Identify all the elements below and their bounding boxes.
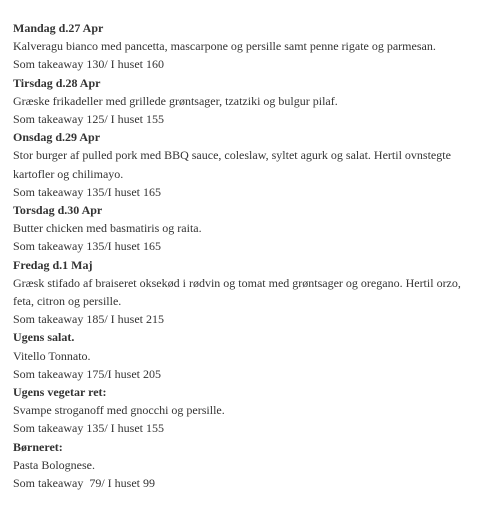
price-line: Som takeaway 125/ I huset 155 xyxy=(13,112,164,127)
price-line: Som takeaway 185/ I huset 215 xyxy=(13,312,164,327)
price-line: Som takeaway 130/ I huset 160 xyxy=(13,57,164,72)
dish-description-line: Stor burger af pulled pork med BBQ sauce, coleslaw, syltet agurk og salat. Hertil ovnstegte xyxy=(13,148,451,163)
section-heading: Ugens vegetar ret: xyxy=(13,385,107,400)
dish-description-line: Græsk stifado af braiseret oksekød i rødvin og tomat med grøntsager og oregano. Hertil orzo, xyxy=(13,275,461,290)
dish-description: Svampe stroganoff med gnocchi og persille. xyxy=(13,403,225,418)
menu-section-kids-dish xyxy=(13,438,473,493)
dish-description: Kalveragu bianco med pancetta, mascarpone og persille samt penne rigate og parmesan. xyxy=(13,39,436,54)
menu-section-wednesday xyxy=(13,128,473,201)
weekly-menu xyxy=(13,19,473,492)
menu-section-weekly-vegetarian xyxy=(13,383,473,438)
dish-description: Vitello Tonnato. xyxy=(13,348,91,363)
dish-description-line: kartofler og chilimayo. xyxy=(13,166,124,181)
day-heading: Tirsdag d.28 Apr xyxy=(13,75,101,90)
dish-description-line: feta, citron og persille. xyxy=(13,294,122,309)
price-line: Som takeaway 79/ I huset 99 xyxy=(13,476,155,491)
price-line: Som takeaway 135/I huset 165 xyxy=(13,239,161,254)
day-heading: Mandag d.27 Apr xyxy=(13,21,104,35)
dish-description: Græske frikadeller med grillede grøntsager, tzatziki og bulgur pilaf. xyxy=(13,93,338,108)
price-line: Som takeaway 135/I huset 165 xyxy=(13,184,161,199)
day-heading: Torsdag d.30 Apr xyxy=(13,203,103,218)
section-heading: Ugens salat. xyxy=(13,330,75,345)
section-heading: Børneret: xyxy=(13,439,63,454)
dish-description: Pasta Bolognese. xyxy=(13,457,95,472)
day-heading: Fredag d.1 Maj xyxy=(13,257,93,272)
menu-section-tuesday xyxy=(13,74,473,129)
price-line: Som takeaway 175/I huset 205 xyxy=(13,366,161,381)
menu-section-monday xyxy=(13,19,473,74)
price-line: Som takeaway 135/ I huset 155 xyxy=(13,421,164,436)
menu-section-thursday xyxy=(13,201,473,256)
menu-section-weekly-salad xyxy=(13,328,473,383)
day-heading: Onsdag d.29 Apr xyxy=(13,130,101,145)
dish-description: Butter chicken med basmatiris og raita. xyxy=(13,221,202,236)
menu-section-friday xyxy=(13,256,473,329)
